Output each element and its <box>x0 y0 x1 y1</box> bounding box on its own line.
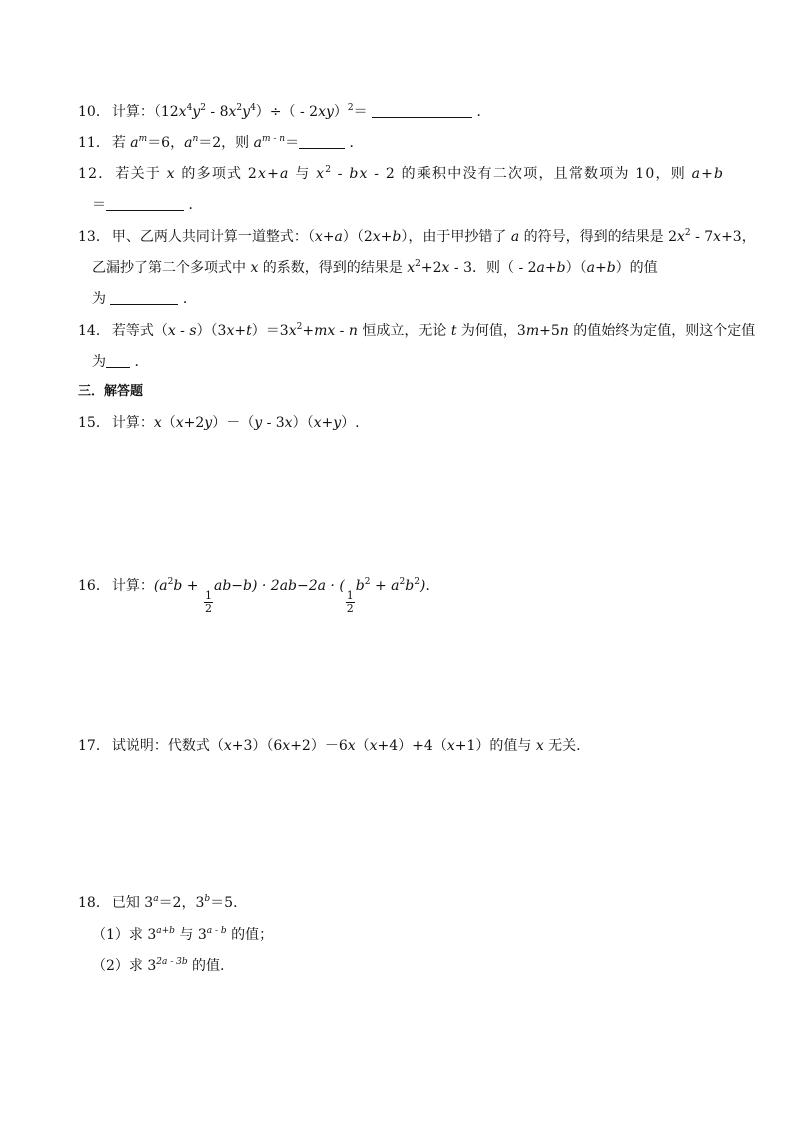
text: 为 <box>92 291 111 307</box>
question-number: 10． <box>78 104 110 120</box>
exp: 4 <box>186 103 193 113</box>
var: a <box>280 166 290 182</box>
text: （1）求 3 <box>92 927 157 943</box>
text: 的值始终为定值，则这个定值 <box>568 323 756 339</box>
math: b + <box>173 578 203 594</box>
text: ）－（ <box>212 415 255 431</box>
answer-blank[interactable] <box>372 117 472 118</box>
text: - 2 的乘积中没有二次项，且常数项为 10，则 <box>368 166 692 182</box>
text: + <box>380 229 393 245</box>
text: ＝5． <box>210 895 248 911</box>
numerator: 1 <box>204 589 212 602</box>
exp: 2 <box>364 577 371 587</box>
exp: b <box>204 894 211 904</box>
var: mx <box>314 323 336 339</box>
var: x <box>288 323 297 339</box>
exp: a+b <box>156 926 175 936</box>
var: b <box>714 166 725 182</box>
var: b <box>392 229 402 245</box>
question-15 <box>78 413 360 433</box>
question-18-part-1 <box>92 925 273 945</box>
denominator: 2 <box>204 602 212 615</box>
exp: 2 <box>414 577 420 587</box>
punct: ． <box>134 354 149 370</box>
text: + <box>544 260 557 276</box>
var: m <box>525 323 540 339</box>
text: 的多项式 2 <box>175 166 258 182</box>
exp: 2 <box>167 577 174 587</box>
exp: a - b <box>206 926 227 936</box>
var: x <box>313 415 322 431</box>
question-13-cont2 <box>92 289 197 309</box>
question-number: 16． <box>78 578 110 594</box>
var: y <box>333 415 342 431</box>
text: 为何值，3 <box>456 323 526 339</box>
text: ）（3 <box>196 323 227 339</box>
text: + <box>321 415 334 431</box>
text: 若 <box>111 135 131 151</box>
text: 试说明：代数式（ <box>111 738 224 754</box>
var: x <box>676 229 685 245</box>
var: a <box>184 135 193 151</box>
text: 的符号，得到的结果是 2 <box>519 229 677 245</box>
text: + <box>322 229 335 245</box>
text: + <box>302 323 315 339</box>
text: +5 <box>539 323 560 339</box>
text: ）（2 <box>342 229 373 245</box>
math: + a <box>370 578 400 594</box>
text: ）（ <box>292 415 314 431</box>
var: n <box>559 323 569 339</box>
var: a <box>691 166 702 182</box>
var: x <box>282 738 291 754</box>
var: x <box>713 229 722 245</box>
exp: 4 <box>250 103 256 113</box>
var: n <box>348 323 358 339</box>
text: 若等式（ <box>111 323 168 339</box>
text: ）（ <box>565 260 587 276</box>
expr: ） <box>333 104 348 120</box>
text: 与 <box>289 166 317 182</box>
text: 的值. <box>187 958 225 974</box>
var: bx <box>349 166 369 182</box>
fraction <box>346 590 355 615</box>
text: + <box>234 323 247 339</box>
exp: 2 <box>684 228 691 238</box>
text: - 7 <box>690 229 714 245</box>
text: ＝ <box>92 197 106 213</box>
text: （2）求 3 <box>92 958 157 974</box>
answer-blank[interactable] <box>106 210 184 211</box>
text: 计算： <box>111 415 154 431</box>
text: - 3．则（ - 2 <box>449 260 537 276</box>
expr: （12 <box>153 104 179 120</box>
text: 的值； <box>226 927 274 943</box>
text: 为 <box>92 354 106 370</box>
var: x <box>284 415 293 431</box>
var: x <box>226 323 235 339</box>
var: b <box>606 260 616 276</box>
question-number: 15． <box>78 415 110 431</box>
answer-blank[interactable] <box>299 148 345 149</box>
text: ＝2，3 <box>158 895 205 911</box>
var: x <box>167 323 176 339</box>
expr: - 8 <box>205 104 229 120</box>
var: x <box>347 738 356 754</box>
question-10 <box>78 102 491 122</box>
math: ) <box>419 578 426 594</box>
denominator: 2 <box>346 602 354 615</box>
text: +2 <box>183 415 205 431</box>
punct: ． <box>476 104 491 120</box>
answer-blank[interactable] <box>106 367 130 368</box>
math: b <box>405 578 415 594</box>
text: ＝6， <box>147 135 185 151</box>
question-18 <box>78 893 247 913</box>
exp: 2 <box>325 165 333 175</box>
question-18-part-2 <box>92 956 225 976</box>
var: a <box>536 260 545 276</box>
var: x <box>153 415 162 431</box>
question-13-cont <box>92 258 658 278</box>
text: +2）－6 <box>290 738 348 754</box>
var: s <box>189 323 197 339</box>
text: 已知 3 <box>111 895 154 911</box>
expr: ＝ <box>353 104 368 120</box>
var: x <box>250 260 259 276</box>
punct: . <box>425 578 430 594</box>
var: t <box>246 323 252 339</box>
question-14-cont <box>92 352 148 372</box>
question-12 <box>78 164 724 184</box>
text: 甲、乙两人共同计算一道整式：（ <box>111 229 315 245</box>
var: a <box>130 135 139 151</box>
var: x <box>441 260 450 276</box>
text: ），由于甲抄错了 <box>401 229 511 245</box>
exp: a <box>153 894 159 904</box>
exp: n <box>192 134 199 144</box>
text: - <box>335 323 349 339</box>
question-14 <box>78 321 755 341</box>
question-17 <box>78 736 581 756</box>
text: 若关于 <box>115 166 167 182</box>
math: (a <box>153 578 168 594</box>
exp: m <box>138 134 148 144</box>
text: （ <box>355 738 370 754</box>
text: - <box>332 166 350 182</box>
text: ＝2，则 <box>198 135 254 151</box>
text: ＝ <box>285 135 300 151</box>
question-number: 12． <box>78 166 114 182</box>
var: x <box>369 738 378 754</box>
fraction <box>204 590 213 615</box>
text: + <box>701 166 715 182</box>
question-number: 17． <box>78 738 110 754</box>
text: ）. <box>341 415 360 431</box>
text: +3， <box>721 229 756 245</box>
math: b <box>355 578 365 594</box>
text: 的系数，得到的结果是 <box>258 260 408 276</box>
var: a <box>510 229 520 245</box>
var: x <box>535 738 544 754</box>
question-number: 11． <box>78 135 110 151</box>
text: ）的值 <box>615 260 658 276</box>
text: 无关. <box>543 738 581 754</box>
var: x <box>316 166 326 182</box>
exp: 2 <box>236 103 243 113</box>
punct: ． <box>188 197 203 213</box>
math: ab−b) · 2ab−2a · ( <box>213 578 345 594</box>
var: x <box>372 229 381 245</box>
var: xy <box>318 104 334 120</box>
text: 乙漏抄了第二个多项式中 <box>92 260 251 276</box>
text: +1）的值与 <box>454 738 536 754</box>
exp: 2 <box>200 103 206 113</box>
answer-blank[interactable] <box>110 304 178 305</box>
exp: 2 <box>296 322 303 332</box>
exp: 2a - 3b <box>156 957 188 967</box>
var: a <box>253 135 262 151</box>
label: 计算： <box>111 104 154 120</box>
text: +3）（6 <box>231 738 283 754</box>
text: +4）+4（ <box>377 738 447 754</box>
text: 计算： <box>111 578 154 594</box>
text: 恒成立，无论 <box>357 323 451 339</box>
var: a <box>334 229 343 245</box>
var: a <box>586 260 595 276</box>
text: ）＝3 <box>251 323 289 339</box>
question-16 <box>78 576 430 615</box>
var: x <box>175 415 184 431</box>
question-11 <box>78 133 364 153</box>
exp: m - n <box>261 134 286 144</box>
text: - 3 <box>262 415 285 431</box>
section-heading: 三．解答题 <box>78 384 144 399</box>
exp: 2 <box>415 259 421 269</box>
numerator: 1 <box>346 589 354 602</box>
var: y <box>242 104 251 120</box>
var: x <box>178 104 187 120</box>
var: x <box>446 738 455 754</box>
expr: ）÷（ - 2 <box>255 104 319 120</box>
punct: ． <box>182 291 197 307</box>
exp: 2 <box>347 103 354 113</box>
text: - <box>175 323 190 339</box>
var: x <box>166 166 176 182</box>
var: b <box>556 260 566 276</box>
var: x <box>258 166 268 182</box>
question-number: 18． <box>78 895 110 911</box>
var: x <box>228 104 237 120</box>
punct: ． <box>349 135 364 151</box>
var: y <box>254 415 263 431</box>
question-number: 13． <box>78 229 110 245</box>
question-number: 14． <box>78 323 110 339</box>
var: y <box>192 104 201 120</box>
var: x <box>407 260 416 276</box>
text: + <box>594 260 607 276</box>
var: t <box>450 323 457 339</box>
text: 与 3 <box>174 927 207 943</box>
text: +2 <box>420 260 442 276</box>
question-12-cont <box>92 195 202 215</box>
var: x <box>223 738 232 754</box>
question-13 <box>78 227 756 247</box>
text: （ <box>161 415 176 431</box>
var: y <box>204 415 213 431</box>
exp: 2 <box>399 577 406 587</box>
var: x <box>314 229 323 245</box>
text: + <box>267 166 281 182</box>
